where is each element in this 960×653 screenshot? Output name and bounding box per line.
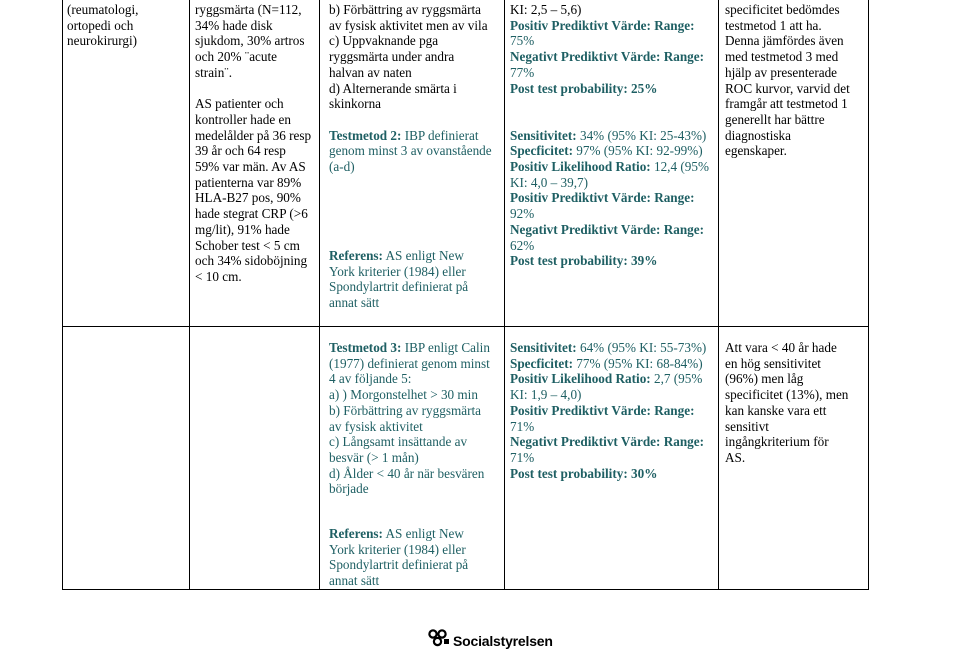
col1-cell <box>67 2 185 49</box>
table-border-right <box>868 0 869 590</box>
criteria-line: b) Förbättring av ryggsmärta <box>329 2 481 17</box>
table-col-divider-1 <box>189 0 190 590</box>
ref-label: Referens: <box>329 248 383 263</box>
specificity-label: Specficitet: <box>510 355 573 371</box>
sensitivity-line <box>510 340 716 356</box>
ref-line: Spondylartrit definierat på <box>329 279 469 295</box>
col2-line: ryggsmärta (N=112, <box>195 2 302 17</box>
col4-mid-cell <box>510 340 716 481</box>
test3-line: c) Långsamt insättande av <box>329 434 468 450</box>
col5-line: (96%) men låg <box>725 371 804 387</box>
criteria-line: d) Alternerande smärta i <box>329 80 457 96</box>
criteria-line: c) Uppvaknande pga <box>329 33 439 49</box>
col4-top-cell <box>510 2 716 269</box>
col5-line: med testmetod 3 med <box>725 49 839 65</box>
test3-line: började <box>329 481 369 497</box>
col3-top-reference <box>329 248 501 311</box>
col2-blank-line <box>195 81 315 97</box>
test3-line: d) Ålder < 40 år när besvären <box>329 465 485 481</box>
ref-line: York kriterier (1984) eller <box>329 263 466 279</box>
table-col-divider-2 <box>319 0 320 590</box>
test2-line: genom minst 3 av ovanstående <box>329 143 492 159</box>
col5-line: egenskaper. <box>725 143 787 159</box>
specificity-line <box>510 356 716 372</box>
ki-line: KI: 2,5 – 5,6) <box>510 2 582 17</box>
col2-line: 59% var män. Av AS <box>195 159 306 175</box>
col2-line: mg/lit), 91% hade <box>195 221 290 237</box>
test2-text: IBP definierat <box>401 127 479 143</box>
sensitivity-value: 64% (95% KI: 55-73%) <box>576 340 707 355</box>
col2-line: och 20% ¨acute <box>195 49 278 65</box>
test3-line <box>329 340 501 356</box>
plr-line <box>510 371 716 387</box>
col2-line: sjukdom, 30% artros <box>195 33 305 49</box>
sensitivity-label: Sensitivitet: <box>510 340 577 355</box>
npv-label: Negativt Prediktivt Värde: Range: <box>510 434 704 450</box>
col2-line: medelålder på 36 resp <box>195 127 312 143</box>
col3-mid-cell <box>329 340 501 497</box>
ppv-label: Positiv Prediktivt Värde: Range: <box>510 190 695 206</box>
plr-value: 2,7 (95% <box>650 371 703 387</box>
col2-line: kontroller hade en <box>195 111 291 127</box>
ppv-value: 75% <box>510 33 535 49</box>
footer-logo-text: Socialstyrelsen <box>453 632 553 649</box>
ref-line <box>329 526 501 542</box>
test2-line: (a-d) <box>329 159 355 175</box>
post-test-probability: Post test probability: 39% <box>510 253 658 269</box>
test3-text: IBP enligt Calin <box>401 340 490 355</box>
criteria-line: av fysisk aktivitet men av vila <box>329 17 488 33</box>
col5-line: framgår att testmetod 1 <box>725 96 848 112</box>
table-col-divider-3 <box>504 0 505 590</box>
table-border-left <box>62 0 63 590</box>
col5-line: ROC kurvor, varvid det <box>725 80 850 96</box>
specificity-label: Specficitet: <box>510 143 573 159</box>
plr-ki: KI: 1,9 – 4,0) <box>510 387 582 403</box>
col3-bottom-reference <box>329 526 501 589</box>
test3-line: a) ) Morgonstelhet > 30 min <box>329 387 478 403</box>
criteria-line: skinkorna <box>329 96 382 112</box>
npv-label: Negativt Prediktivt Värde: Range: <box>510 221 704 237</box>
specificity-value: 97% (95% KI: 92-99%) <box>572 143 703 159</box>
ref-line: Spondylartrit definierat på <box>329 557 469 573</box>
npv-label: Negativt Prediktivt Värde: Range: <box>510 49 704 65</box>
col5-mid-cell <box>725 340 865 466</box>
sensitivity-value: 34% (95% KI: 25-43%) <box>576 127 707 143</box>
col2-line: patienterna var 89% <box>195 174 302 190</box>
col5-line: specificitet (13%), men <box>725 387 849 403</box>
col2-line: 39 år och 64 resp <box>195 143 286 159</box>
col5-top-cell <box>725 2 865 159</box>
criteria-line: ryggsmärta under andra <box>329 49 455 65</box>
npv-value: 62% <box>510 237 535 253</box>
plr-line <box>510 159 716 175</box>
ref-line: annat sätt <box>329 295 380 311</box>
col1-line: neurokirurgi) <box>67 33 138 49</box>
col5-line: en hög sensitivitet <box>725 355 821 371</box>
npv-value: 71% <box>510 449 535 465</box>
post-test-probability: Post test probability: 25% <box>510 80 658 96</box>
col2-line: HLA-B27 pos, 90% <box>195 190 301 206</box>
ppv-value: 92% <box>510 206 535 222</box>
col2-line: AS patienter och <box>195 96 284 112</box>
footer-logo <box>428 628 553 653</box>
col5-line: generellt har bättre <box>725 111 825 127</box>
ppv-label: Positiv Prediktivt Värde: Range: <box>510 402 695 418</box>
col1-line: (reumatologi, <box>67 2 139 17</box>
col2-line: 34% hade disk <box>195 17 273 33</box>
table-col-divider-4 <box>718 0 719 590</box>
test2-line <box>329 128 501 144</box>
plr-label: Positiv Likelihood Ratio: <box>510 371 651 387</box>
ref-line: annat sätt <box>329 573 380 589</box>
col5-line: AS. <box>725 449 746 465</box>
test3-line: besvär (> 1 mån) <box>329 449 419 465</box>
plr-ki: KI: 4,0 – 39,7) <box>510 174 589 190</box>
ref-label: Referens: <box>329 526 383 541</box>
specificity-line <box>510 143 716 159</box>
col2-line: och 34% sidoböjning <box>195 253 308 269</box>
test3-label: Testmetod 3: <box>329 340 402 355</box>
col5-line: Denna jämfördes även <box>725 33 844 49</box>
col5-line: testmetod 1 att ha. <box>725 17 822 33</box>
plr-value: 12,4 (95% <box>650 159 709 175</box>
col2-cell <box>195 2 315 285</box>
plr-label: Positiv Likelihood Ratio: <box>510 159 651 175</box>
col1-line: ortopedi och <box>67 17 134 33</box>
test3-line: av fysisk aktivitet <box>329 418 423 434</box>
test3-line: (1977) definierat genom minst <box>329 355 490 371</box>
col3-top-cell <box>329 2 501 175</box>
col2-line: strain¨. <box>195 64 232 80</box>
ppv-label: Positiv Prediktivt Värde: Range: <box>510 17 695 33</box>
col5-line: ingångkriterium för <box>725 434 829 450</box>
test3-line: b) Förbättring av ryggsmärta <box>329 402 481 418</box>
ref-text: AS enligt New <box>382 526 464 541</box>
criteria-line: halvan av naten <box>329 64 412 80</box>
table-row-divider <box>62 326 869 327</box>
col2-line: < 10 cm. <box>195 268 242 284</box>
ref-line: York kriterier (1984) eller <box>329 541 466 557</box>
post-test-probability: Post test probability: 30% <box>510 465 658 481</box>
col5-line: specificitet bedömdes <box>725 2 840 17</box>
sensitivity-label: Sensitivitet: <box>510 127 577 143</box>
test2-label: Testmetod 2: <box>329 127 402 143</box>
col5-line: Att vara < 40 år hade <box>725 340 837 355</box>
ppv-value: 71% <box>510 418 535 434</box>
ref-text: AS enligt New <box>382 248 464 263</box>
sensitivity-line <box>510 128 716 144</box>
ref-line <box>329 248 501 264</box>
socialstyrelsen-emblem-icon <box>428 628 450 653</box>
col2-line: hade stegrat CRP (>6 <box>195 206 308 222</box>
col2-line: Schober test < 5 cm <box>195 237 300 253</box>
col5-line: hjälp av presenterade <box>725 64 838 80</box>
table-border-bottom <box>62 589 869 590</box>
col5-line: sensitivt <box>725 418 769 434</box>
npv-value: 77% <box>510 64 535 80</box>
col5-line: kan kanske vara ett <box>725 402 827 418</box>
col5-line: diagnostiska <box>725 127 791 143</box>
specificity-value: 77% (95% KI: 68-84%) <box>572 355 703 371</box>
test3-line: 4 av följande 5: <box>329 371 412 387</box>
